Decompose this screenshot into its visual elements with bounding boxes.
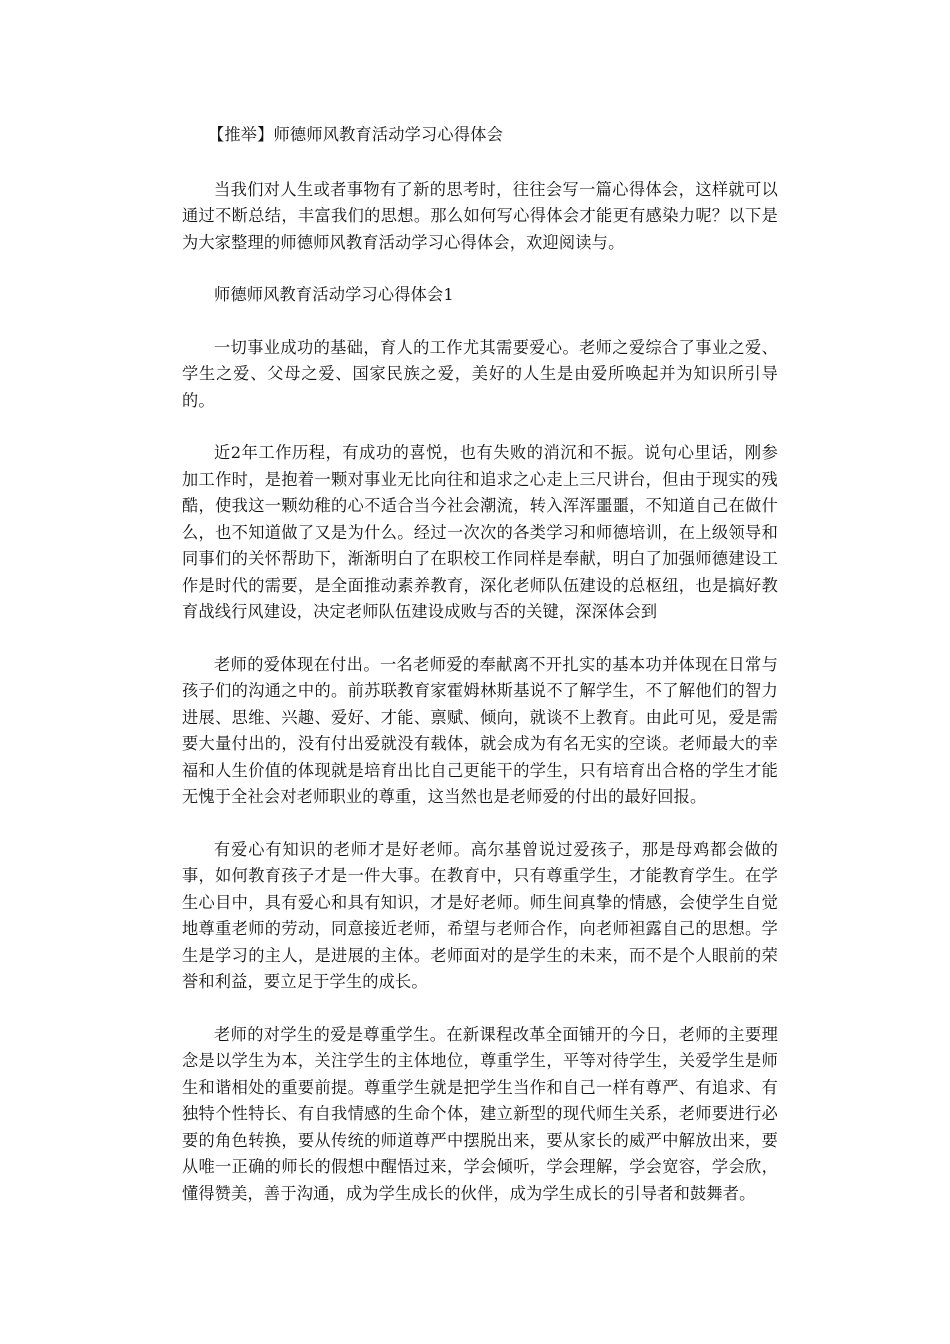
- body-paragraph-5: 老师的对学生的爱是尊重学生。在新课程改革全面铺开的今日，老师的主要理念是以学生为本，关注学生的主体地位，尊重学生，平等对待学生，关爱学生是师生和谐相处的重要前提。尊重学生就是把学生当作和自己一样有尊严、有追求、有独特个性特长、有自我情感的生命个体，建立新型的现代师生关系，老师要进行必要的角色转换，要从传统的师道尊严中摆脱出来，要从家长的威严中解放出来，要从唯一正确的师长的假想中醒悟过来，学会倾听，学会理解，学会宽容，学会欣，懂得赞美，善于沟通，成为学生成长的伙伴，成为学生成长的引导者和鼓舞者。: [182, 1024, 778, 1203]
- body-paragraph-1: 一切事业成功的基础，育人的工作尤其需要爱心。老师之爱综合了事业之爱、学生之爱、父母之爱、国家民族之爱，美好的人生是由爱所唤起并为知识所引导的。: [182, 337, 778, 410]
- document-body: [182, 122, 778, 1233]
- body-paragraph-2: 近2年工作历程，有成功的喜悦，也有失败的消沉和不振。说句心里话，刚参加工作时，是抱着一颗对事业无比向往和追求之心走上三尺讲台，但由于现实的残酷，使我这一颗幼稚的心不适合当今社会潮流，转入浑浑噩噩，不知道自己在做什么，也不知道做了又是为什么。经过一次次的各类学习和师德培训，在上级领导和同事们的关怀帮助下，渐渐明白了在职校工作同样是奉献，明白了加强师德建设工作是时代的需要，是全面推动素养教育，深化老师队伍建设的总枢纽，也是搞好教育战线行风建设，决定老师队伍建设成败与否的关键，深深体会到: [182, 443, 778, 621]
- body-paragraph-3: 老师的爱体现在付出。一名老师爱的奉献离不开扎实的基本功并体现在日常与孩子们的沟通之中的。前苏联教育家霍姆林斯基说不了解学生，不了解他们的智力进展、思维、兴趣、爱好、才能、禀赋、倾向，就谈不上教育。由此可见，爱是需要大量付出的，没有付出爱就没有载体，就会成为有名无实的空谈。老师最大的幸福和人生价值的体现就是培育出比自己更能干的学生，只有培育出合格的学生才能无愧于全社会对老师职业的尊重，这当然也是老师爱的付出的最好回报。: [182, 654, 778, 806]
- section-heading: 师德师风教育活动学习心得体会1: [214, 285, 454, 304]
- intro-paragraph: 当我们对人生或者事物有了新的思考时，往往会写一篇心得体会，这样就可以通过不断总结，丰富我们的思想。那么如何写心得体会才能更有感染力呢？以下是为大家整理的师德师风教育活动学习心得体会，欢迎阅读与。: [182, 179, 778, 252]
- document-title: 【推举】师德师风教育活动学习心得体会: [208, 125, 503, 144]
- body-paragraph-4: 有爱心有知识的老师才是好老师。高尔基曾说过爱孩子，那是母鸡都会做的事，如何教育孩子才是一件大事。在教育中，只有尊重学生，才能教育学生。在学生心目中，具有爱心和具有知识，才是好老师。师生间真挚的情感，会使学生自觉地尊重老师的劳动，同意接近老师，希望与老师合作，向老师袒露自己的思想。学生是学习的主人，是进展的主体。老师面对的是学生的未来，而不是个人眼前的荣誉和利益，要立足于学生的成长。: [182, 839, 778, 991]
